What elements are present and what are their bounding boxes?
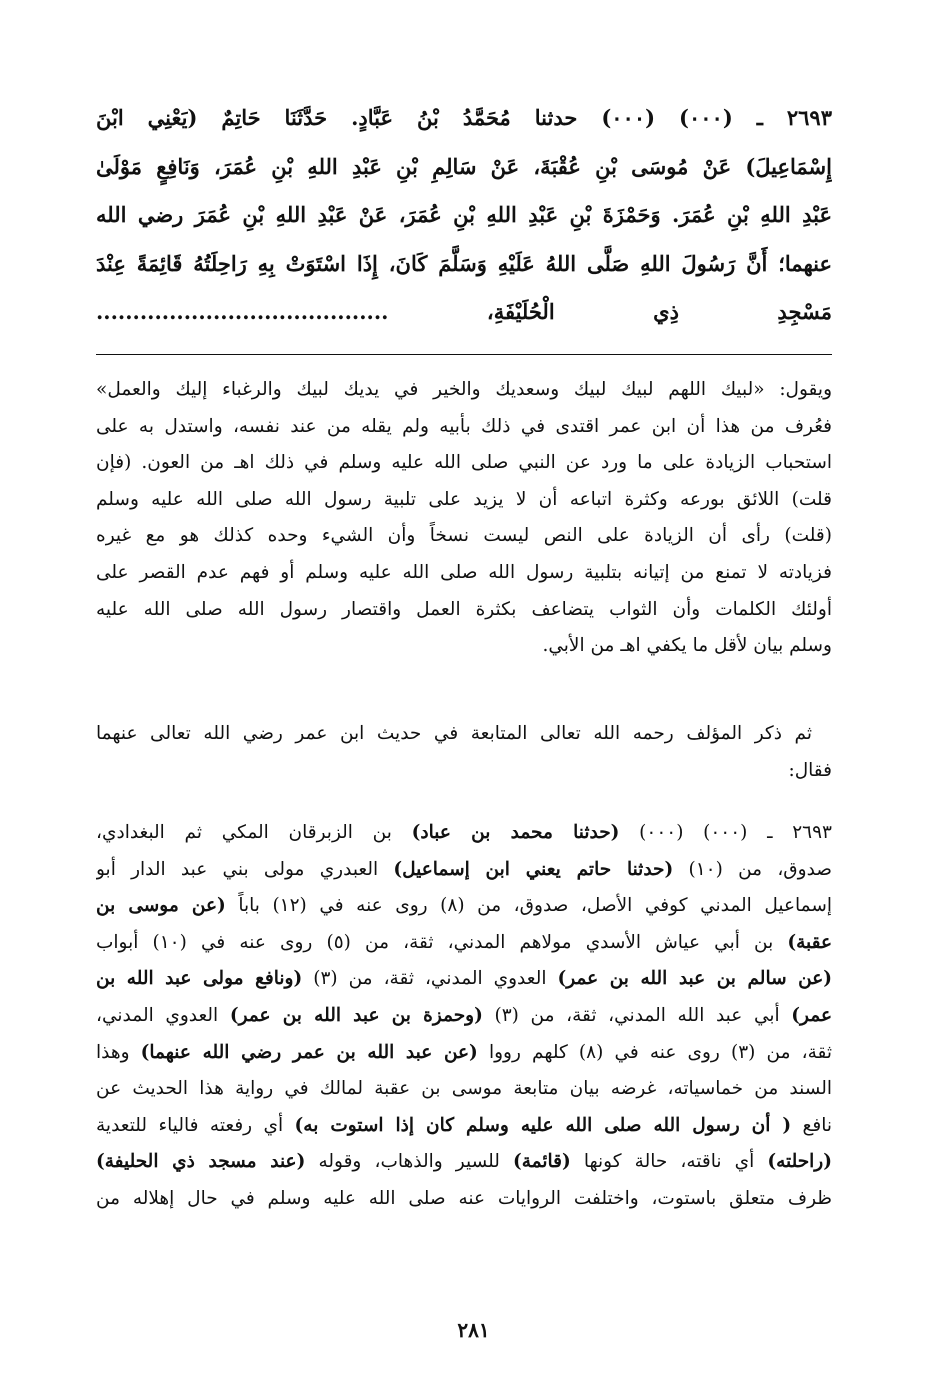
- commentary-line: [96, 888, 832, 925]
- bold-segment: (وحمزة بن عبد الله بن عمر): [229, 1004, 483, 1026]
- bold-segment: عمر): [791, 1004, 832, 1026]
- commentary-line: [96, 1181, 832, 1218]
- text-segment: العدوي المدني، ثقة، من (٣): [302, 968, 558, 990]
- text-segment: ثقة، من (٣) روى عنه في (٨) كلهم رووا: [477, 1041, 832, 1063]
- bold-segment: (حدثنا محمد بن عباد): [411, 822, 620, 843]
- text-segment: أبي عبد الله المدني، ثقة، من (٣): [482, 1004, 792, 1026]
- hadith-line: عنهما؛ أَنَّ رَسُولَ اللهِ صَلَّى اللهُ عَلَيْهِ وَسَلَّمَ كَانَ، إِذَا اسْتَوَتْ بِهِ رَاحِلَتُهُ قَائِمَةً عِنْدَ: [96, 250, 832, 276]
- commentary-line: [96, 852, 832, 889]
- text-segment: صدوق، من (١٠): [673, 858, 832, 880]
- hadith-line: عَبْدِ اللهِ بْنِ عُمَرَ. وَحَمْزَةَ بْنِ عَبْدِ اللهِ بْنِ عُمَرَ، عَنْ عَبْدِ اللهِ بْنِ عُمَرَ رضي الله: [96, 202, 832, 228]
- hadith-text: [96, 94, 832, 337]
- text-segment: إسماعيل المدني كوفي الأصل، صدوق، من (٨) روى عنه في (١٢) باباً: [225, 895, 832, 917]
- commentary-line: أولئك الكلمات وأن الثواب يتضاعف بكثرة العمل واقتصار رسول الله صلى الله عليه: [96, 598, 832, 620]
- transition-paragraph: [96, 716, 832, 789]
- commentary-line: [96, 1071, 832, 1108]
- commentary-line: [96, 1035, 832, 1072]
- separator-rule: [96, 354, 832, 355]
- text-segment: وهذا: [96, 1041, 141, 1063]
- bold-segment: (حدثنا حاتم يعني ابن إسماعيل): [393, 858, 674, 880]
- text-segment: السند من خماسياته، غرضه بيان متابعة موسى بن عقبة لمالك في رواية هذا الحديث عن: [96, 1078, 832, 1100]
- hadith-line: مَسْجِدِ ذِي الْحُلَيْفَةِ، ........................................: [96, 299, 832, 325]
- commentary-line: [96, 998, 832, 1035]
- hadith-line: ٢٦٩٣ ـ (٠٠٠) (٠٠٠) حدثنا مُحَمَّدُ بْنُ عَبَّادٍ. حَدَّثَنَا حَاتِمٌ (يَعْنِي ابْنَ: [96, 105, 832, 130]
- bold-segment: (راحلته): [767, 1151, 832, 1173]
- commentary-line: وسلم بيان لأقل ما يكفي اهـ من الأبي.: [542, 635, 832, 657]
- text-segment: بن أبي عياش الأسدي مولاهم المدني، ثقة، من (٥) روى عنه في (١٠) أبواب: [96, 931, 788, 953]
- commentary-line: [96, 1144, 832, 1181]
- commentary-line: [96, 961, 832, 998]
- commentary-bottom: [96, 815, 832, 1218]
- commentary-line: قلت) اللائق بورعه وكثرة اتباعه أن لا يزيد على تلبية رسول الله صلى الله عليه وسلم: [96, 488, 832, 510]
- commentary-top: [96, 372, 832, 665]
- bold-segment: (عند مسجد ذي الحليفة): [96, 1151, 306, 1173]
- bold-segment: (ونافع مولى عبد الله بن: [96, 968, 303, 990]
- commentary-line: استحباب الزيادة على ما ورد عن النبي صلى الله عليه وسلم في ذلك اهـ من العون. (فإن: [96, 452, 832, 474]
- commentary-line: [96, 815, 832, 852]
- page-number: ٢٨١: [457, 1318, 490, 1342]
- bold-segment: (عن سالم بن عبد الله بن عمر): [557, 968, 832, 990]
- text-segment: ٢٦٩٣ ـ (٠٠٠) (٠٠٠): [619, 822, 832, 843]
- commentary-line: ويقول: «لبيك اللهم لبيك لبيك وسعديك والخير في يديك لبيك والرغباء إليك والعمل»: [96, 379, 832, 400]
- text-segment: للسير والذهاب، وقوله: [305, 1151, 513, 1173]
- commentary-line: (قلت) رأى أن الزيادة على النص ليست نسخاً وأن الشيء وحده كذلك هو مع غيره: [96, 525, 832, 547]
- bold-segment: (عن عبد الله بن عمر رضي الله عنهما): [140, 1041, 478, 1063]
- transition-line: فقال:: [788, 759, 832, 781]
- commentary-line: [96, 925, 832, 962]
- hadith-line: إِسْمَاعِيلَ) عَنْ مُوسَى بْنِ عُقْبَةَ، عَنْ سَالِمِ بْنِ عَبْدِ اللهِ بْنِ عُمَرَ، وَنَافِعٍ مَوْلَىٰ: [96, 153, 832, 179]
- text-segment: ظرف متعلق باستوت، واختلفت الروايات عنه صلى الله عليه وسلم في حال إهلاله من: [96, 1187, 832, 1209]
- bold-segment: (عن موسى بن: [96, 895, 226, 917]
- text-segment: نافع: [791, 1114, 832, 1136]
- transition-line: ثم ذكر المؤلف رحمه الله تعالى المتابعة في حديث ابن عمر رضي الله تعالى عنهما: [96, 723, 812, 744]
- text-segment: بن الزبرقان المكي ثم البغدادي،: [96, 822, 412, 843]
- commentary-line: فعُرف من هذا أن ابن عمر اقتدى في ذلك بأبيه ولم يقله من عند نفسه، واستدل به على: [96, 415, 832, 437]
- bold-segment: عقبة): [787, 931, 832, 953]
- commentary-line: [96, 1108, 832, 1145]
- bold-segment: (قائمة): [512, 1151, 571, 1173]
- text-segment: أي ناقته، حالة كونها: [570, 1151, 768, 1173]
- text-segment: العبدري مولى بني عبد الدار أبو: [96, 858, 394, 880]
- bold-segment: ( أن رسول الله صلى الله عليه وسلم كان إذا استوت به): [294, 1114, 792, 1136]
- text-segment: العدوي المدني،: [96, 1004, 230, 1026]
- text-segment: أي رفعته فالياء للتعدية: [96, 1114, 295, 1136]
- commentary-line: فزيادته لا تمنع من إتيانه بتلبية رسول الله صلى الله عليه وسلم أو فهم عدم القصر على: [96, 561, 832, 583]
